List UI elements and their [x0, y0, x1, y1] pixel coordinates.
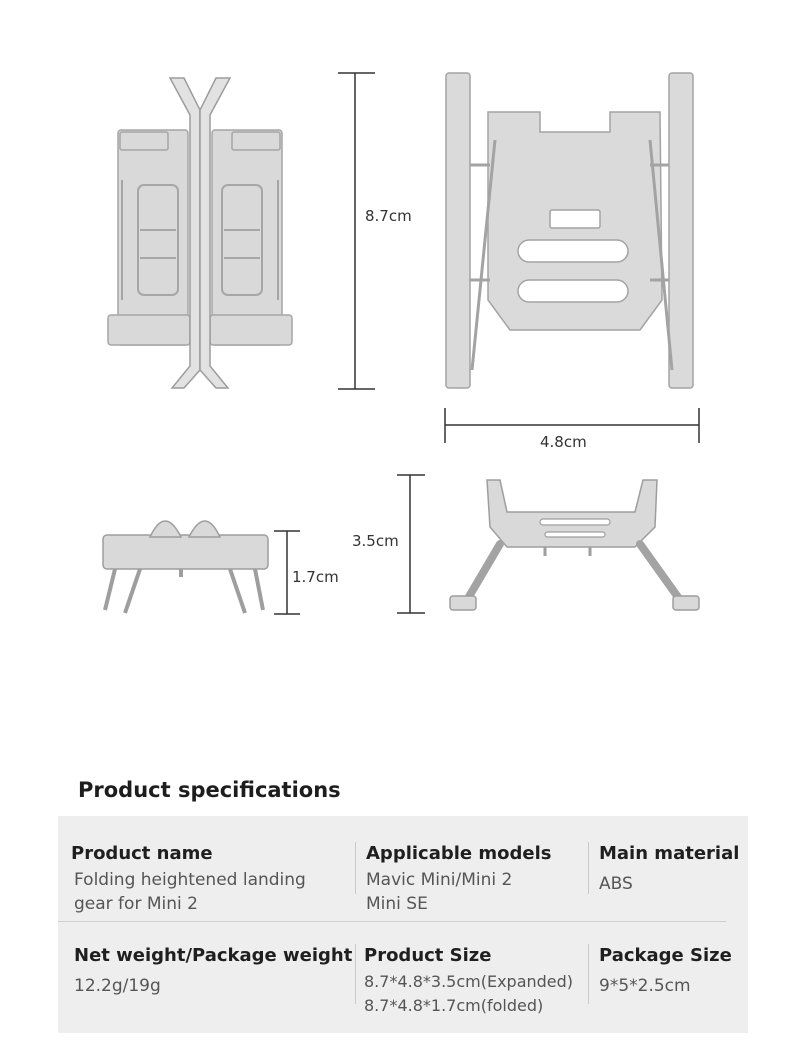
spec-value: Folding heightened landing gear for Mini 2	[74, 870, 306, 914]
column-divider	[588, 842, 589, 894]
height-dimension-label: 8.7cm	[365, 207, 412, 225]
spec-main-material	[599, 843, 739, 896]
column-divider	[355, 842, 356, 894]
spec-label: Package Size	[599, 945, 732, 966]
spec-value: 8.7*4.8*3.5cm(Expanded) 8.7*4.8*1.7cm(folded)	[364, 972, 574, 1015]
expanded-front-view-image	[440, 70, 705, 395]
spec-label: Main material	[599, 843, 740, 864]
spec-label: Applicable models	[366, 843, 552, 864]
spec-product-name	[71, 843, 306, 916]
column-divider	[355, 944, 356, 1004]
row-divider	[58, 921, 726, 922]
spec-value: Mavic Mini/Mini 2 Mini SE	[366, 870, 513, 914]
side-height-dimension-line	[395, 472, 427, 617]
spec-package-size	[599, 945, 732, 998]
spec-value: 12.2g/19g	[74, 976, 161, 996]
spec-label: Product Size	[364, 945, 492, 966]
specifications-title: Product specifications	[78, 778, 341, 802]
height-dimension-line	[335, 70, 377, 395]
folded-height-dimension-label: 1.7cm	[292, 568, 339, 586]
spec-weight	[74, 945, 352, 998]
spec-applicable-models	[366, 843, 551, 916]
folded-top-view-image	[100, 70, 300, 395]
side-height-dimension-label: 3.5cm	[352, 532, 399, 550]
spec-product-size	[364, 945, 573, 1018]
spec-label: Product name	[71, 843, 213, 864]
expanded-side-view-image	[445, 472, 705, 617]
spec-value: ABS	[599, 874, 633, 894]
column-divider	[588, 944, 589, 1004]
specifications-table	[58, 816, 748, 1033]
folded-side-view-image	[95, 505, 275, 620]
spec-value: 9*5*2.5cm	[599, 976, 691, 996]
width-dimension-label: 4.8cm	[540, 433, 587, 451]
spec-label: Net weight/Package weight	[74, 945, 353, 966]
